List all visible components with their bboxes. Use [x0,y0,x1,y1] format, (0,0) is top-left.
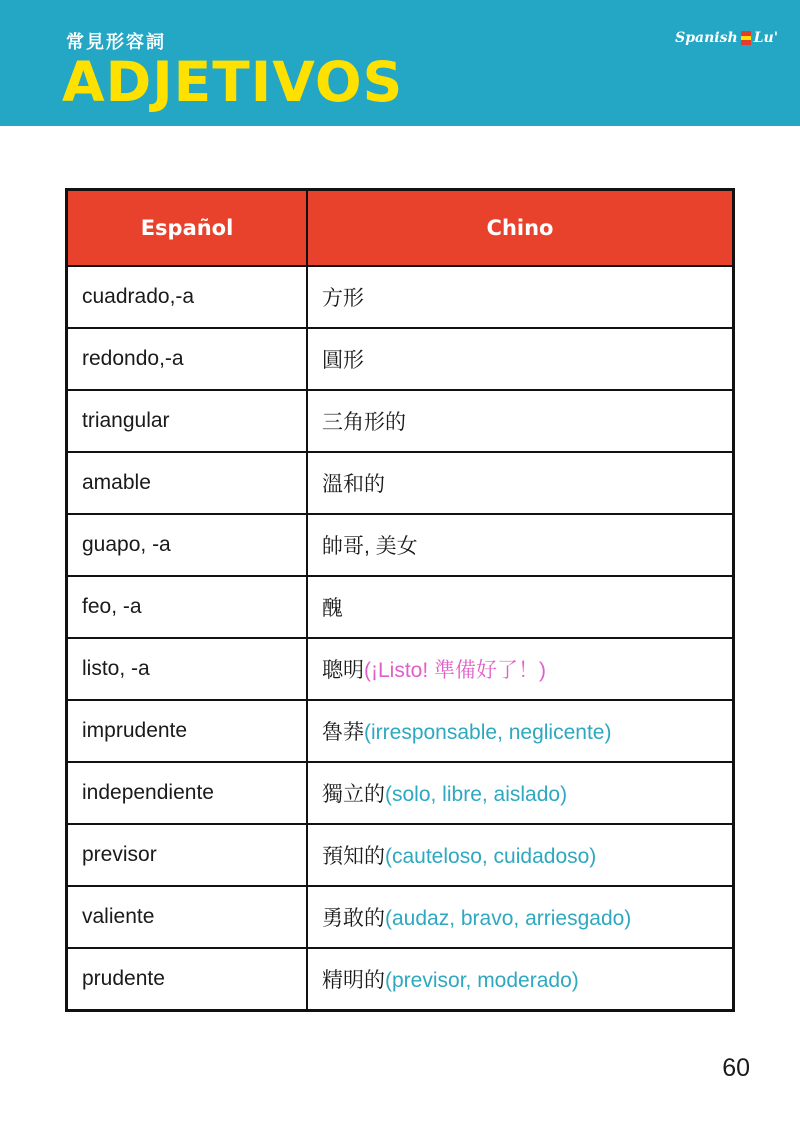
chinese-translation: 三角形的 [322,411,406,434]
chinese-translation-cell [307,886,734,948]
chinese-translation-cell [307,328,734,390]
spanish-word: valiente [67,886,308,948]
table-row [67,514,734,576]
table-row [67,762,734,824]
chinese-translation-cell [307,452,734,514]
chinese-translation: 獨立的 [322,783,385,806]
brand-logo [675,30,778,46]
table-row [67,700,734,762]
page-header [0,0,800,126]
vocabulary-table-body [67,266,734,1011]
translation-note: (irresponsable, neglicente) [364,721,612,744]
chinese-translation: 溫和的 [322,473,385,496]
flag-icon [741,31,751,45]
table-row [67,886,734,948]
chinese-translation: 精明的 [322,969,385,992]
chinese-translation: 聰明 [322,659,364,682]
page-number: 60 [722,1054,750,1082]
table-row [67,576,734,638]
table-row [67,824,734,886]
column-header-spanish: Español [67,190,308,267]
translation-note: (¡Listo! 準備好了！) [364,659,547,682]
chinese-translation: 預知的 [322,845,385,868]
chinese-translation-cell [307,638,734,700]
spanish-word: triangular [67,390,308,452]
chinese-translation: 魯莽 [322,721,364,744]
spanish-word: imprudente [67,700,308,762]
table-row [67,390,734,452]
table-row [67,266,734,328]
spanish-word: prudente [67,948,308,1011]
translation-note: (cauteloso, cuidadoso) [385,845,597,868]
chinese-translation-cell [307,576,734,638]
spanish-word: guapo, -a [67,514,308,576]
spanish-word: redondo,-a [67,328,308,390]
spanish-word: cuadrado,-a [67,266,308,328]
spanish-word: independiente [67,762,308,824]
chinese-translation: 醜 [322,597,343,620]
table-row [67,948,734,1011]
spanish-word: previsor [67,824,308,886]
chinese-translation: 帥哥, 美女 [322,535,418,558]
chinese-translation: 勇敢的 [322,907,385,930]
table-header-row [67,190,734,267]
spanish-word: feo, -a [67,576,308,638]
translation-note: (previsor, moderado) [385,969,579,992]
table-row [67,328,734,390]
spanish-word: listo, -a [67,638,308,700]
brand-name-left: Spanish [675,30,738,46]
brand-name-right: Lu' [753,30,778,46]
chinese-translation-cell [307,266,734,328]
chinese-translation-cell [307,948,734,1011]
chinese-translation-cell [307,824,734,886]
chinese-translation-cell [307,762,734,824]
table-row [67,638,734,700]
page-title: ADJETIVOS [62,50,404,114]
vocabulary-table [65,188,735,1012]
column-header-chinese: Chino [307,190,734,267]
translation-note: (solo, libre, aislado) [385,783,568,806]
chinese-translation-cell [307,514,734,576]
table-row [67,452,734,514]
page-subtitle: 常見形容詞 [66,32,166,53]
translation-note: (audaz, bravo, arriesgado) [385,907,632,930]
chinese-translation-cell [307,390,734,452]
chinese-translation: 方形 [322,287,364,310]
chinese-translation-cell [307,700,734,762]
spanish-word: amable [67,452,308,514]
chinese-translation: 圓形 [322,349,364,372]
